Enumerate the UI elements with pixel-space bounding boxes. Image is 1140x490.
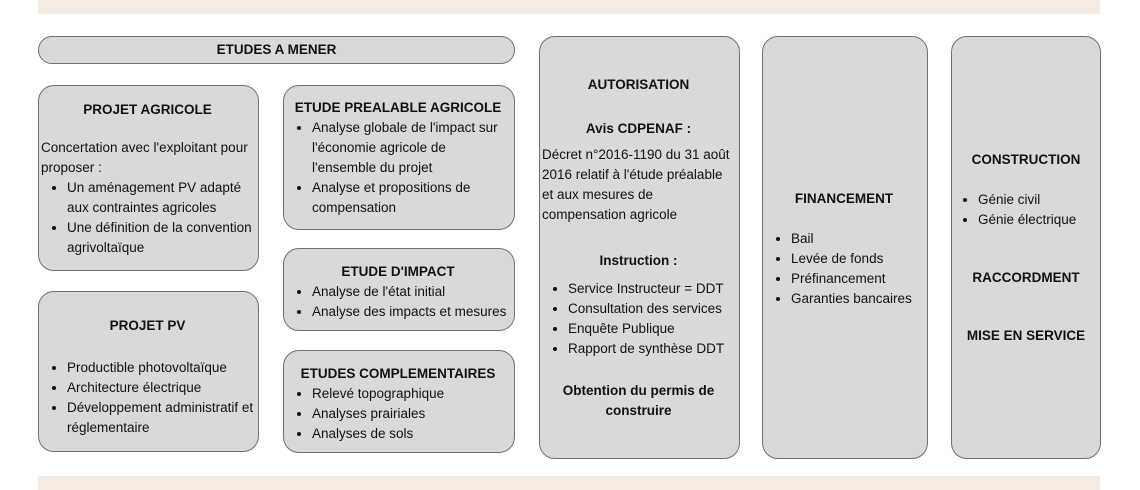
etude-prealable-list [286,118,510,218]
list-item: • Analyse et propositions de compensation [312,178,510,218]
top-band [38,0,1100,14]
projet-agricole-box [38,85,259,271]
list-item: • Analyses prairiales [312,404,510,424]
etudes-complementaires-list [286,384,510,444]
list-item: • Analyse de l'état initial [312,282,510,302]
raccordment-title: RACCORDMENT [972,270,1080,285]
construction-box [951,36,1101,459]
list-item: • Rapport de synthèse DDT [568,339,735,359]
projet-agricole-list [41,178,254,258]
projet-agricole-intro: Concertation avec l'exploitant pour proposer : [41,140,248,175]
decret-text: Décret n°2016-1190 du 31 août 2016 relatif à l'étude préalable et aux mesures de compensation agricole [542,147,730,222]
etudes-a-mener-header: ETUDES A MENER [38,36,515,64]
construction-list [954,190,1098,230]
list-item: • Levée de fonds [791,249,923,269]
permis-conclusion: Obtention du permis de construire [562,383,715,418]
etude-prealable-box [283,85,515,230]
list-item: • Service Instructeur = DDT [568,279,735,299]
bottom-band [38,476,1100,490]
list-item: • Relevé topographique [312,384,510,404]
projet-agricole-title: PROJET AGRICOLE [83,102,212,117]
autorisation-box [539,36,740,459]
etude-impact-title: ETUDE D'IMPACT [341,264,455,279]
instruction-title: Instruction : [599,253,678,268]
list-item: • Analyses de sols [312,424,510,444]
avis-cdpenaf-title: Avis CDPENAF : [585,121,692,136]
list-item: • Productible photovoltaïque [67,358,254,378]
etude-impact-list [286,282,510,322]
etudes-complementaires-title: ETUDES COMPLEMENTAIRES [300,366,496,381]
projet-pv-title: PROJET PV [109,318,186,333]
list-item: • Génie électrique [978,210,1098,230]
list-item: • Un aménagement PV adapté aux contraintes agricoles [67,178,254,218]
list-item: • Bail [791,229,923,249]
instruction-list [542,279,735,359]
list-item: • Développement administratif et réglementaire [67,398,254,438]
list-item: • Préfinancement [791,269,923,289]
list-item: • Consultation des services [568,299,735,319]
construction-title: CONSTRUCTION [971,152,1081,167]
financement-title: FINANCEMENT [794,191,894,206]
list-item: • Une définition de la convention agrivoltaïque [67,218,254,258]
autorisation-title: AUTORISATION [587,77,690,92]
list-item: • Garanties bancaires [791,289,923,309]
list-item: • Enquête Publique [568,319,735,339]
list-item: • Analyse globale de l'impact sur l'économie agricole de l'ensemble du projet [312,118,510,178]
mise-en-service-title: MISE EN SERVICE [966,328,1086,343]
financement-box [762,36,928,459]
projet-pv-list [41,358,254,438]
etudes-complementaires-box [283,350,515,453]
etude-prealable-title: ETUDE PREALABLE AGRICOLE [294,100,502,115]
list-item: • Analyse des impacts et mesures [312,302,510,322]
list-item: • Génie civil [978,190,1098,210]
projet-pv-box [38,291,259,452]
financement-list [765,229,923,309]
list-item: • Architecture électrique [67,378,254,398]
etude-impact-box [283,248,515,331]
